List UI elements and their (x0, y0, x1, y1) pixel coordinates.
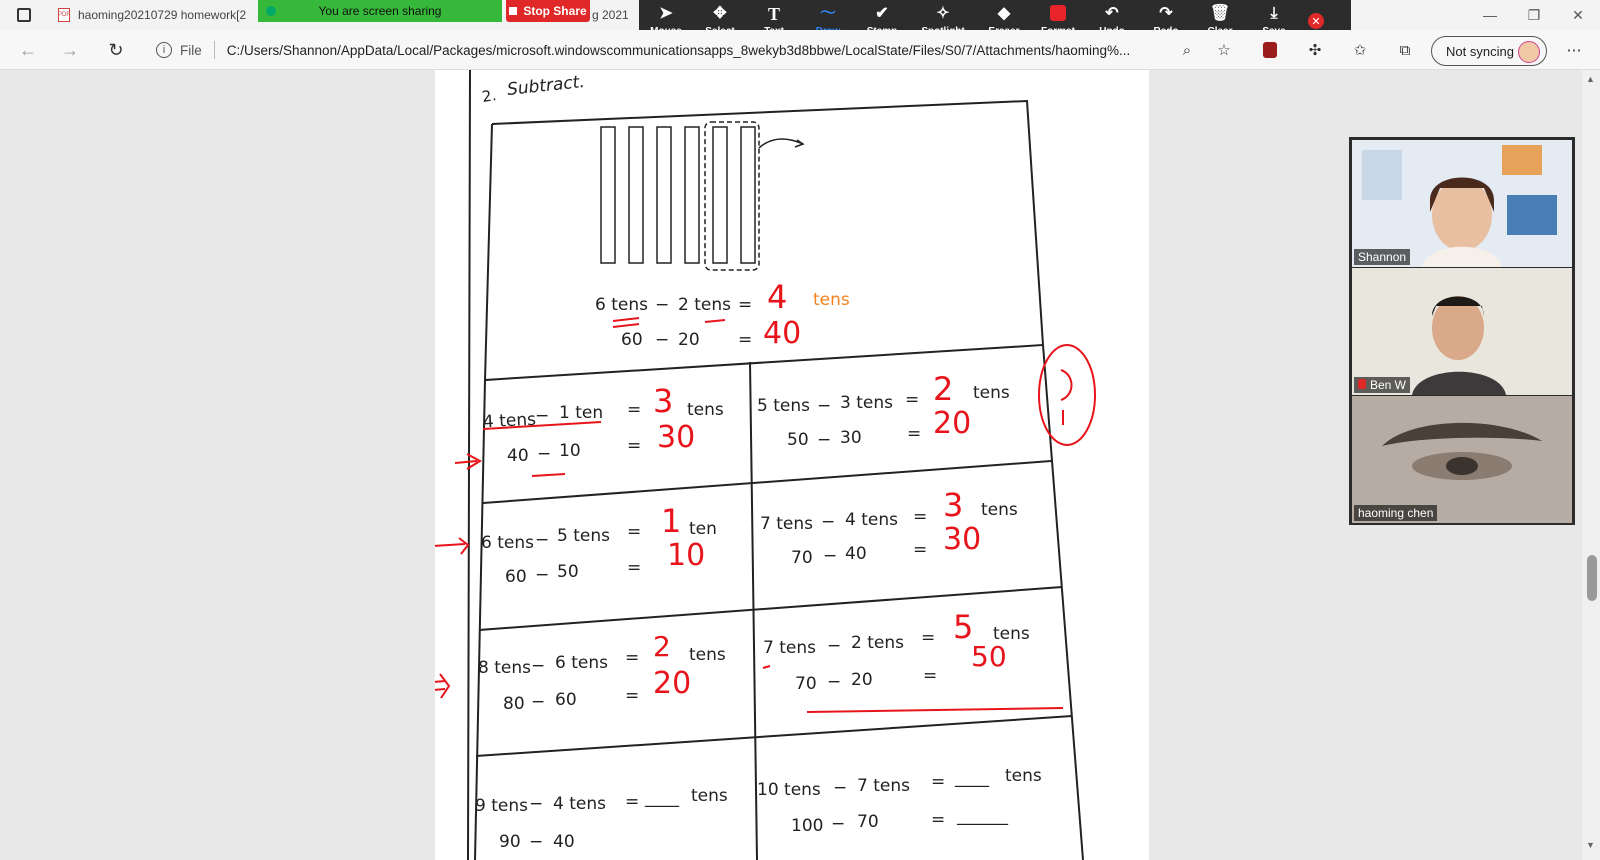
exercise-number: 2. (480, 86, 498, 106)
participant-name-wrap (1354, 377, 1410, 393)
problem-7-unit: tens (691, 786, 728, 806)
example-minus: − (655, 295, 670, 315)
problem-2-unit: tens (973, 383, 1010, 403)
problem-6-a: 7 tens (763, 638, 816, 658)
add-favorite-icon[interactable]: ☆ (1217, 42, 1231, 59)
problem-8-b: 7 tens (857, 776, 910, 796)
problem-4-answer-tens: 3 (943, 486, 964, 524)
problem-7-eq: = (625, 792, 640, 812)
problem-1-unit: tens (687, 400, 724, 420)
stop-share-label: Stop Share (523, 4, 587, 18)
problem-3-a: 6 tens (481, 533, 534, 553)
problem-1-a: 4 tens (482, 409, 537, 433)
favorites-icon[interactable]: ✩ (1353, 42, 1367, 59)
problem-4-a: 7 tens (760, 514, 813, 534)
profile-avatar (1518, 41, 1540, 63)
tab-actions-icon[interactable] (17, 8, 31, 22)
divider (214, 41, 215, 59)
sync-label: Not syncing (1446, 43, 1514, 59)
problem-4-c: 70 (791, 548, 813, 568)
problem-7-b: 4 tens (553, 794, 606, 814)
video-tile-shannon[interactable] (1352, 140, 1572, 267)
participant-video (1352, 396, 1572, 523)
problem-7-minus: − (529, 794, 544, 814)
problem-8-a: 10 tens (757, 780, 821, 800)
problem-1-d: 10 (559, 441, 581, 461)
text-icon: T (767, 4, 780, 24)
ublock-extension-icon[interactable] (1258, 38, 1282, 62)
problem-8-blank-2: ______ (957, 806, 1008, 826)
problem-2-eq-2: = (907, 424, 922, 444)
problem-8-eq: = (931, 772, 946, 792)
move-icon: ✥ (713, 5, 727, 22)
problem-5-unit: tens (689, 645, 726, 665)
problem-3-unit: ten (689, 519, 717, 539)
eraser-icon: ◆ (997, 5, 1011, 22)
base-ten-rods (601, 122, 803, 270)
back-button[interactable]: ← (19, 39, 37, 60)
video-tile-haoming[interactable] (1352, 396, 1572, 523)
checkmark-icon: ✔ (875, 5, 889, 22)
collections-icon[interactable]: ⧉ (1399, 41, 1411, 59)
problem-5-eq-2: = (625, 686, 640, 706)
problem-6-d: 20 (851, 670, 873, 690)
refresh-button[interactable]: ↻ (108, 39, 124, 60)
problem-3-eq-2: = (627, 558, 642, 578)
problem-5-answer-tens: 2 (653, 630, 671, 663)
worksheet (435, 70, 1149, 860)
problem-6-b: 2 tens (851, 633, 904, 653)
address-bar (0, 30, 1600, 70)
redo-icon: ↷ (1159, 5, 1173, 22)
restore-button[interactable]: ❐ (1527, 6, 1541, 23)
problem-4-eq-2: = (913, 540, 928, 560)
info-icon: i (156, 42, 172, 58)
download-icon: ⤓ (1270, 5, 1278, 22)
video-tile-ben[interactable] (1352, 268, 1572, 395)
problem-4-b: 4 tens (845, 510, 898, 530)
problem-4-d: 40 (845, 544, 867, 564)
trash-icon: 🗑 (1209, 5, 1231, 22)
url-text[interactable]: C:/Users/Shannon/AppData/Local/Packages/microsoft.windowscommunicationsapps_8wekyb3d8bbwe/LocalState/Files/S0/7/Attachments/haoming%... (226, 42, 1131, 58)
close-icon: ✕ (1308, 13, 1324, 29)
problem-6-minus: − (827, 636, 842, 656)
problem-2-a: 5 tens (757, 396, 810, 416)
more-menu-icon[interactable]: ⋯ (1566, 42, 1582, 59)
tab-title-second: g 2021 (592, 8, 629, 22)
tab-second[interactable] (592, 0, 632, 30)
scroll-down-icon[interactable]: ▼ (1586, 840, 1595, 850)
problem-5-c: 80 (503, 694, 525, 714)
format-swatch-icon (1050, 5, 1066, 21)
problem-3-answer: 10 (667, 538, 706, 573)
problem-1-c: 40 (507, 446, 529, 466)
close-window-button[interactable]: ✕ (1572, 6, 1584, 23)
problem-8-eq-2: = (931, 810, 946, 830)
pdf-icon: PDF (58, 8, 70, 22)
problem-8-unit: tens (1005, 766, 1042, 786)
problem-7-a: 9 tens (475, 796, 528, 816)
problem-5-a: 8 tens (478, 658, 531, 678)
problem-6-c: 70 (795, 674, 817, 694)
problem-2-eq: = (905, 390, 920, 410)
forward-button[interactable]: → (61, 39, 79, 60)
example-right-number: 20 (678, 330, 700, 350)
stop-share-button[interactable] (506, 0, 590, 22)
problem-3-answer-tens: 1 (661, 502, 682, 540)
example-answer-tens: 4 (767, 278, 788, 316)
problem-4-answer: 30 (943, 522, 982, 557)
sharing-label: You are screen sharing (318, 4, 442, 18)
example-minus-2: − (655, 330, 670, 350)
problem-2-answer: 20 (933, 406, 972, 441)
minimize-button[interactable]: — (1483, 7, 1497, 23)
problem-4-minus-2: − (823, 546, 838, 566)
profile-sync-button[interactable] (1431, 36, 1547, 66)
example-equals-2: = (738, 330, 753, 350)
problem-1-answer: 30 (657, 420, 696, 455)
pdf-page (435, 70, 1149, 860)
problem-2-d: 30 (840, 428, 862, 448)
problem-1-minus-2: − (537, 444, 552, 464)
problem-6-eq: = (921, 628, 936, 648)
problem-5-eq: = (625, 648, 640, 668)
example-answer-number: 40 (763, 316, 802, 351)
problem-7-blank: ____ (645, 788, 679, 808)
problem-2-minus: − (817, 396, 832, 416)
url-field[interactable] (146, 35, 1226, 65)
problem-5-answer: 20 (653, 666, 692, 701)
problem-2-minus-2: − (817, 430, 832, 450)
extensions-icon[interactable]: ✣ (1308, 42, 1322, 59)
problem-8-d: 70 (857, 812, 879, 832)
problem-6-minus-2: − (827, 672, 842, 692)
problem-6-answer: 50 (971, 640, 1007, 673)
problem-8-c: 100 (791, 816, 824, 836)
example-right-term: 2 tens (678, 295, 731, 315)
problem-6-answer-tens: 5 (953, 608, 974, 646)
sharing-indicator-icon (266, 6, 276, 16)
problem-5-d: 60 (555, 690, 577, 710)
example-equals: = (738, 295, 753, 315)
participant-name: Shannon (1354, 249, 1410, 265)
tab-homework-pdf[interactable] (58, 0, 254, 30)
example-left-term: 6 tens (595, 295, 648, 315)
problem-5-minus: − (531, 656, 546, 676)
participant-video (1352, 140, 1572, 267)
problem-1-eq: = (627, 400, 642, 420)
problem-8-minus-2: − (831, 814, 846, 834)
exercise-heading: Subtract. (506, 71, 586, 101)
problem-3-eq: = (627, 522, 642, 542)
mouse-pointer-icon: ➤ (659, 5, 673, 22)
stop-icon (509, 7, 517, 15)
problem-4-eq: = (913, 507, 928, 527)
spotlight-icon: ✧ (936, 5, 950, 22)
problem-3-b: 5 tens (557, 526, 610, 546)
problem-3-minus-2: − (535, 565, 550, 585)
problem-4-minus: − (821, 512, 836, 532)
participant-video (1352, 268, 1572, 395)
draw-icon: 〜 (819, 5, 836, 22)
example-left-number: 60 (621, 330, 643, 350)
problem-5-minus-2: − (531, 692, 546, 712)
problem-2-answer-tens: 2 (933, 370, 954, 408)
page-scrollbar[interactable] (1582, 70, 1600, 860)
window-controls (1468, 0, 1600, 30)
tab-title: haoming20210729 homework[2 (78, 8, 247, 22)
problem-5-b: 6 tens (555, 653, 608, 673)
video-gallery (1349, 137, 1575, 525)
muted-mic-icon (1358, 379, 1366, 389)
participant-name: haoming chen (1354, 505, 1437, 521)
problem-4-unit: tens (981, 500, 1018, 520)
example-unit-tens: tens (813, 290, 850, 310)
problem-8-minus: − (833, 778, 848, 798)
problem-6-unit: tens (993, 624, 1030, 644)
worksheet-lines (435, 70, 1149, 860)
problem-3-minus: − (535, 530, 550, 550)
problem-2-c: 50 (787, 430, 809, 450)
undo-icon: ↶ (1105, 5, 1119, 22)
problem-7-d: 40 (553, 832, 575, 852)
scroll-up-icon[interactable]: ▲ (1586, 74, 1595, 84)
participant-name: Ben W (1370, 378, 1407, 392)
zoom-icon[interactable]: ⌕ (1182, 41, 1192, 59)
problem-6-eq-2: = (923, 666, 938, 686)
problem-1-eq-2: = (627, 436, 642, 456)
problem-3-d: 50 (557, 562, 579, 582)
problem-1-answer-tens: 3 (653, 382, 674, 420)
problem-1-b: 1 ten (559, 403, 604, 423)
scroll-thumb[interactable] (1587, 555, 1597, 601)
problem-1-minus: − (535, 406, 550, 426)
problem-3-c: 60 (505, 567, 527, 587)
problem-7-c: 90 (499, 832, 521, 852)
problem-7-minus-2: − (529, 832, 544, 852)
file-label: File (180, 42, 202, 58)
screen-sharing-banner[interactable] (258, 0, 502, 22)
problem-2-b: 3 tens (840, 393, 893, 413)
problem-8-blank: ____ (955, 768, 989, 788)
